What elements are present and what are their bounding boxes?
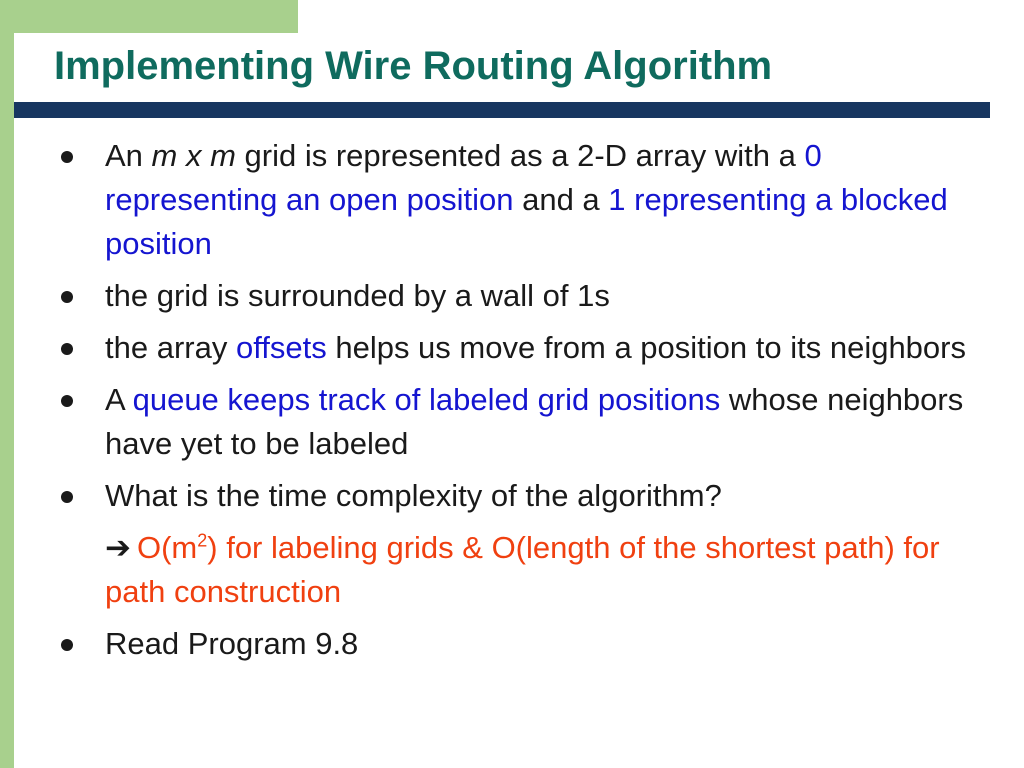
text: An [105,138,152,173]
highlight-text: queue keeps track of labeled grid positions [132,382,721,417]
text: the array [105,330,236,365]
text: and a [513,182,609,217]
highlight-text: offsets [235,330,327,365]
highlight-text: 1 representing a blocked position [105,182,948,261]
bullet-dot-icon [61,639,73,651]
bullet-dot-icon [61,343,73,355]
superscript: 2 [197,530,208,551]
top-accent-bar [0,0,298,33]
text-emphasis: m x m [151,138,236,173]
bullet-list [54,134,994,674]
text: whose neighbors have yet to be labeled [105,382,964,461]
bullet-dot-icon [61,291,73,303]
text: helps us move from a position to its neighbors [326,330,966,365]
slide-title: Implementing Wire Routing Algorithm [54,44,773,88]
bullet-item-complexity-question [54,474,994,518]
text: Read Program 9.8 [105,626,359,661]
answer-text: ) for labeling grids & O(length of the shortest path) for path construction [105,530,940,609]
text: What is the time complexity of the algorithm? [105,478,722,513]
complexity-answer [54,526,994,614]
bullet-item-read-program [54,622,994,666]
left-accent-strip [0,0,14,768]
text: grid is represented as a 2-D array with a [235,138,805,173]
right-arrow-icon: ➔ [105,530,131,565]
bullet-dot-icon [61,491,73,503]
bullet-item-grid-representation [54,134,994,266]
answer-text: O(m [136,530,198,565]
text: the grid is surrounded by a wall of 1s [105,278,610,313]
bullet-dot-icon [61,151,73,163]
bullet-item-wall [54,274,994,318]
title-underline-bar [14,102,990,118]
highlight-text: 0 representing an open position [105,138,822,217]
bullet-item-queue [54,378,994,466]
bullet-dot-icon [61,395,73,407]
bullet-item-offsets [54,326,994,370]
text: A [105,382,133,417]
